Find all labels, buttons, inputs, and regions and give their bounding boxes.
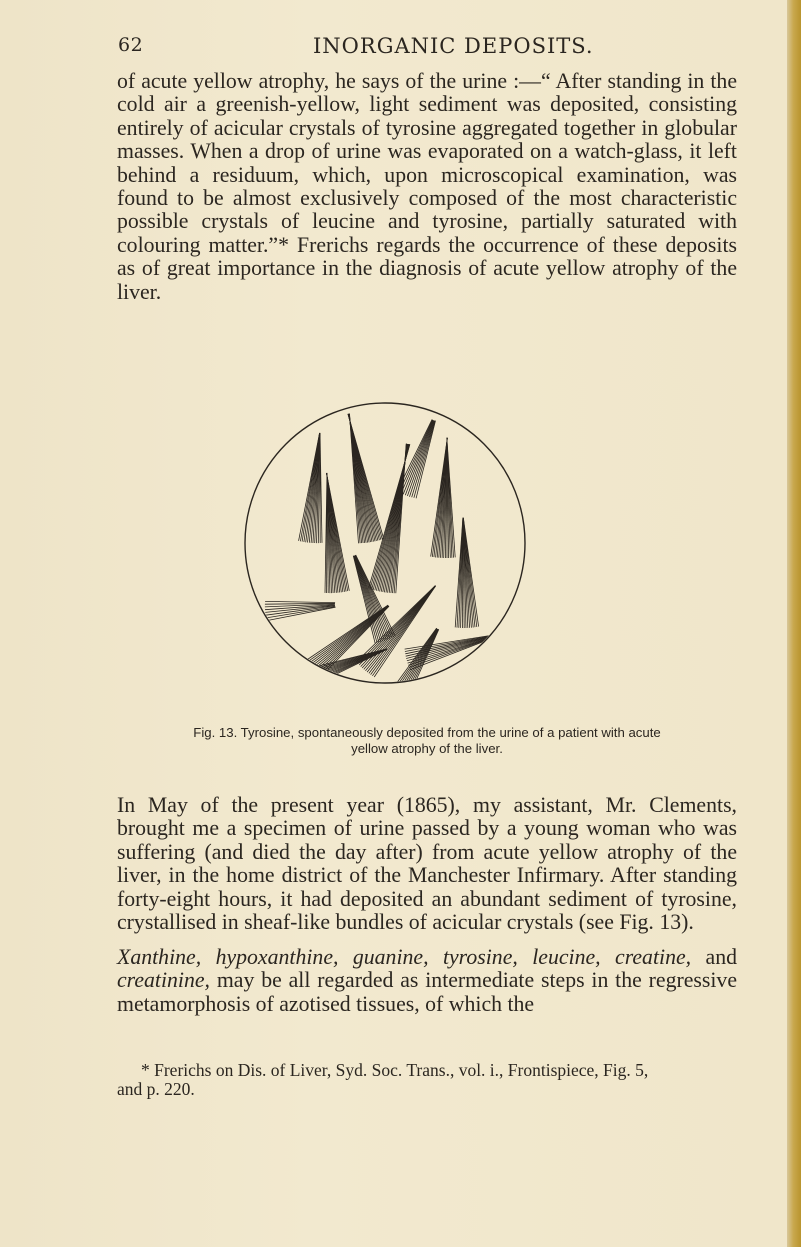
footnote-line-2: and p. 220. [117,1078,195,1099]
crystal-needle [390,629,438,705]
crystal-needle [394,629,438,708]
conjunction: and [705,945,737,969]
crystal-sheaf [455,518,478,628]
italic-compound-last: creatinine, [117,968,211,993]
crystal-sheaf [405,635,495,670]
caption-line-1: Fig. 13. Tyrosine, spontaneously deposited from the urine of a patient with acute [193,725,661,740]
crystal-needle [398,629,438,709]
crystal-needle [265,601,335,602]
crystal-sheaf [348,414,384,544]
paragraph-3-rest: may be all regarded as intermediate steps in the regressive metamorphosis of azotised tissues, of which the [117,968,737,1016]
footnote-line-1: * Frerichs on Dis. of Liver, Syd. Soc. Trans., vol. i., Frontispiece, Fig. 5, [141,1060,649,1080]
crystal-needle [396,629,438,709]
crystal-sheaf [265,601,336,620]
running-title: INORGANIC DEPOSITS. [313,34,594,58]
italic-compound-list: Xanthine, hypoxanthine, guanine, tyrosine, leucine, creatine, [117,945,692,969]
crystal-sheaf [369,444,410,594]
caption-line-2: yellow atrophy of the liver. [351,740,503,756]
crystal-sheaf [325,473,349,593]
paragraph-1: of acute yellow atrophy, he says of the urine :—“ After standing in the cold air a greenish-yellow, light sediment was deposited, consisting entirely of acicular crystals of tyrosine aggregated together in globular masses. When a drop of urine was evaporated on a watch-glass, it left behind a residuum, which, upon microscopical examination, was found to be almost exclusively composed of the most characteristic possible crystals of leucine and tyrosine, partially saturated with colouring matter.”* Frerichs regards the occurrence of these deposits as of great importance in the diagnosis of acute yellow atrophy of the liver. [117,69,737,304]
crystal-needle [285,649,387,692]
crystal-needle [406,636,493,658]
crystal-sheaf [431,438,456,558]
crystal-needle [399,420,432,493]
crystal-needle [407,421,434,497]
figure-13 [240,368,530,718]
crystal-sheaf [299,433,322,543]
paragraph-2: In May of the present year (1865), my assistant, Mr. Clements, brought me a specimen of urine passed by a young woman who was suffering (and died the day after) from acute yellow atrophy of the liver, in the home district of the Manchester Infirmary. After standing forty-eight hours, it had deposited an abundant sediment of tyrosine, crystallised in sheaf-like bundles of acicular crystals (see Fig. 13). [117,793,737,935]
footnote [117,1061,737,1098]
tyrosine-crystals-illustration [240,368,530,718]
page-number: 62 [118,34,144,56]
page-header [0,32,787,62]
paragraph-3 [117,946,737,1016]
crystal-bundles [265,414,494,712]
crystal-needle [405,636,493,654]
crystal-needle [266,607,335,618]
figure-caption [117,725,737,756]
page-edge [787,0,801,1247]
crystal-needle [412,421,435,498]
